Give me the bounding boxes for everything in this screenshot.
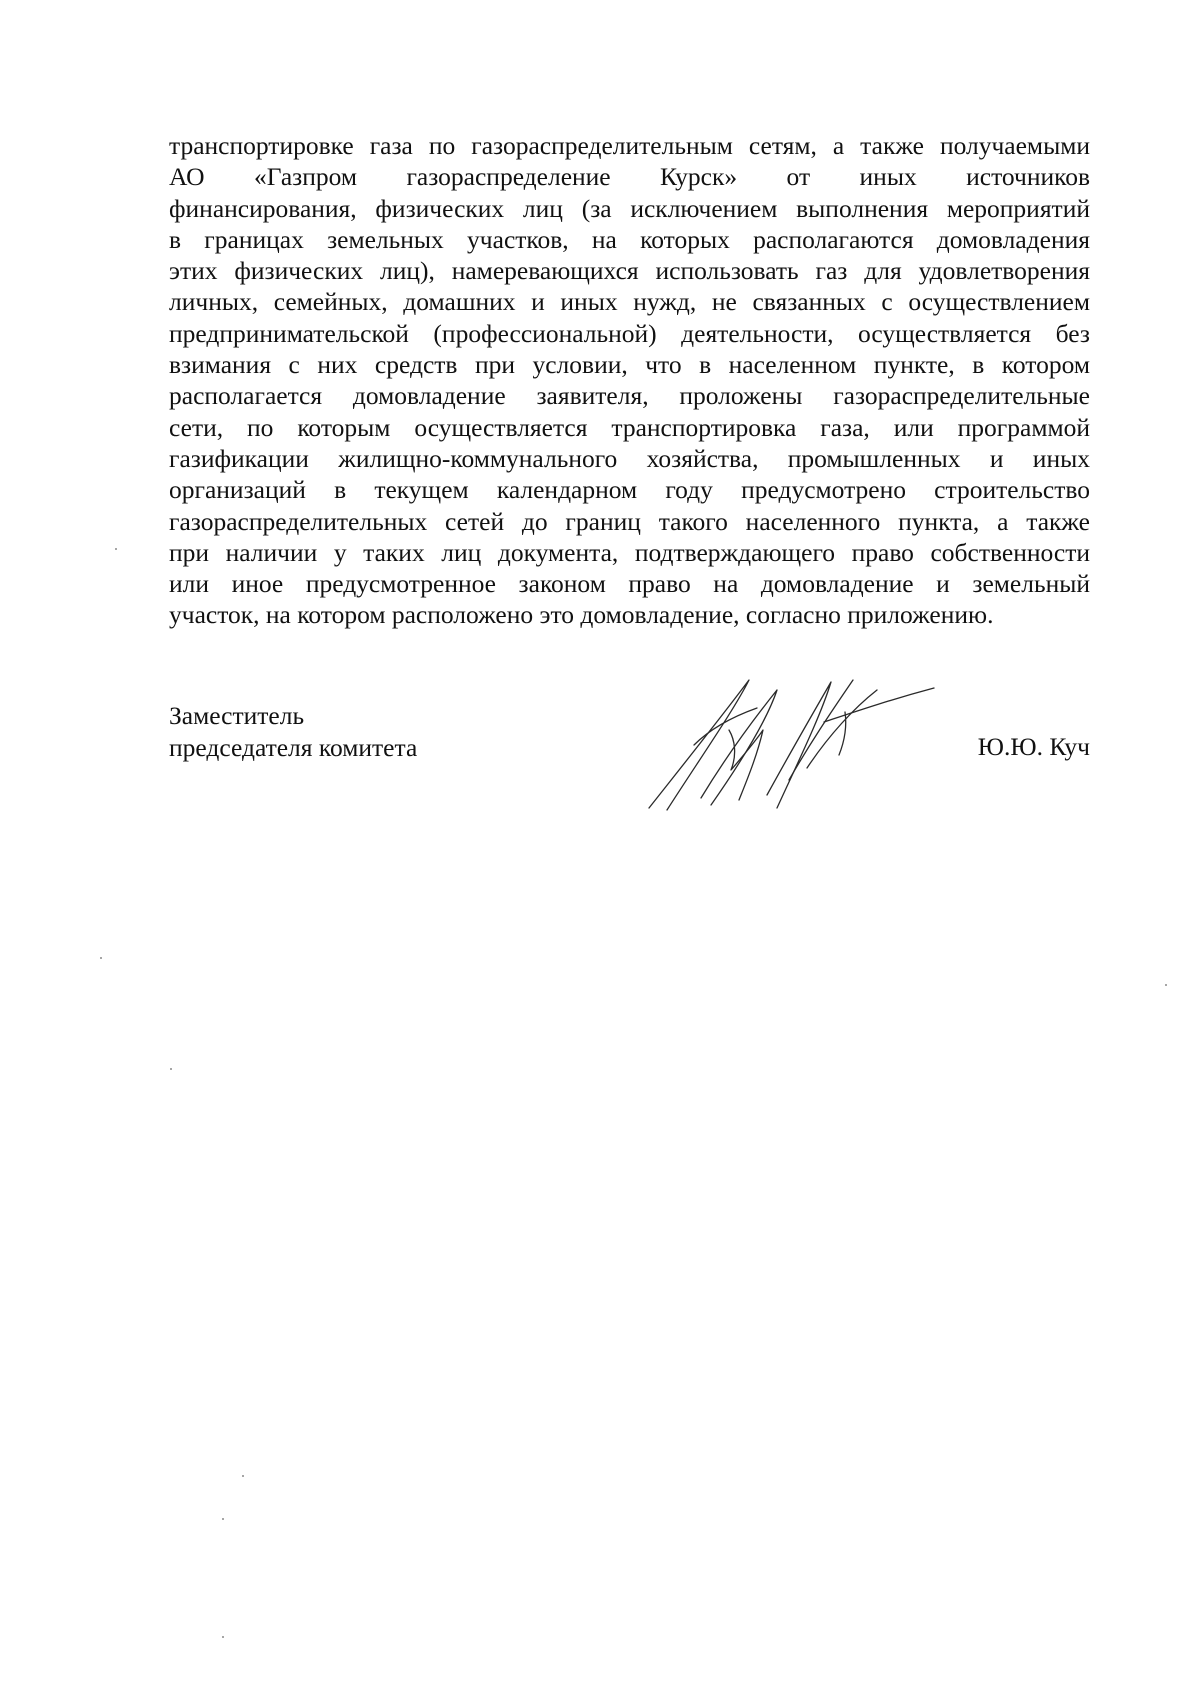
- scan-speck: [100, 957, 102, 959]
- body-line-2: АО «Газпром газораспределение Курск» от иных источников: [169, 162, 1090, 192]
- body-line-6: личных, семейных, домашних и иных нужд, не связанных с осуществлением: [169, 287, 1090, 317]
- body-line-9: располагается домовладение заявителя, проложены газораспределительные: [169, 381, 1090, 411]
- signature-block: [169, 700, 1090, 820]
- signer-role-line-2: председателя комитета: [169, 732, 418, 762]
- signer-role: [169, 700, 417, 763]
- body-line-1: транспортировке газа по газораспределительным сетям, а также получаемыми: [169, 131, 1090, 160]
- body-line-11: газификации жилищно-коммунального хозяйства, промышленных и иных: [169, 443, 1090, 473]
- body-line-16: участок, на котором расположено это домовладение, согласно приложению.: [169, 600, 994, 630]
- body-line-3: финансирования, физических лиц (за исключением выполнения мероприятий: [169, 193, 1090, 223]
- body-line-7: предпринимательской (профессиональной) деятельности, осуществляется без: [169, 318, 1090, 348]
- body-line-5: этих физических лиц), намеревающихся использовать газ для удовлетворения: [169, 256, 1090, 286]
- scan-speck: [222, 1518, 224, 1520]
- scan-speck: [170, 1068, 172, 1070]
- body-line-8: взимания с них средств при условии, что в населенном пункте, в котором: [169, 350, 1090, 380]
- body-line-4: в границах земельных участков, на которых располагаются домовладения: [169, 224, 1090, 254]
- body-line-15: или иное предусмотренное законом право на домовладение и земельный: [169, 569, 1090, 599]
- handwritten-signature: [639, 660, 939, 830]
- body-line-12: организаций в текущем календарном году предусмотрено строительство: [169, 475, 1090, 505]
- signer-role-line-1: Заместитель: [169, 701, 305, 730]
- scan-speck: [115, 548, 117, 550]
- signer-name: Ю.Ю. Куч: [977, 732, 1090, 761]
- body-line-14: при наличии у таких лиц документа, подтверждающего право собственности: [169, 537, 1090, 567]
- scan-speck: [222, 1636, 224, 1638]
- scan-speck: [1165, 984, 1167, 986]
- letter-body: [169, 130, 1090, 631]
- scan-speck: [242, 1475, 244, 1477]
- body-line-10: сети, по которым осуществляется транспортировка газа, или программой: [169, 412, 1090, 442]
- body-line-13: газораспределительных сетей до границ такого населенного пункта, а также: [169, 506, 1090, 536]
